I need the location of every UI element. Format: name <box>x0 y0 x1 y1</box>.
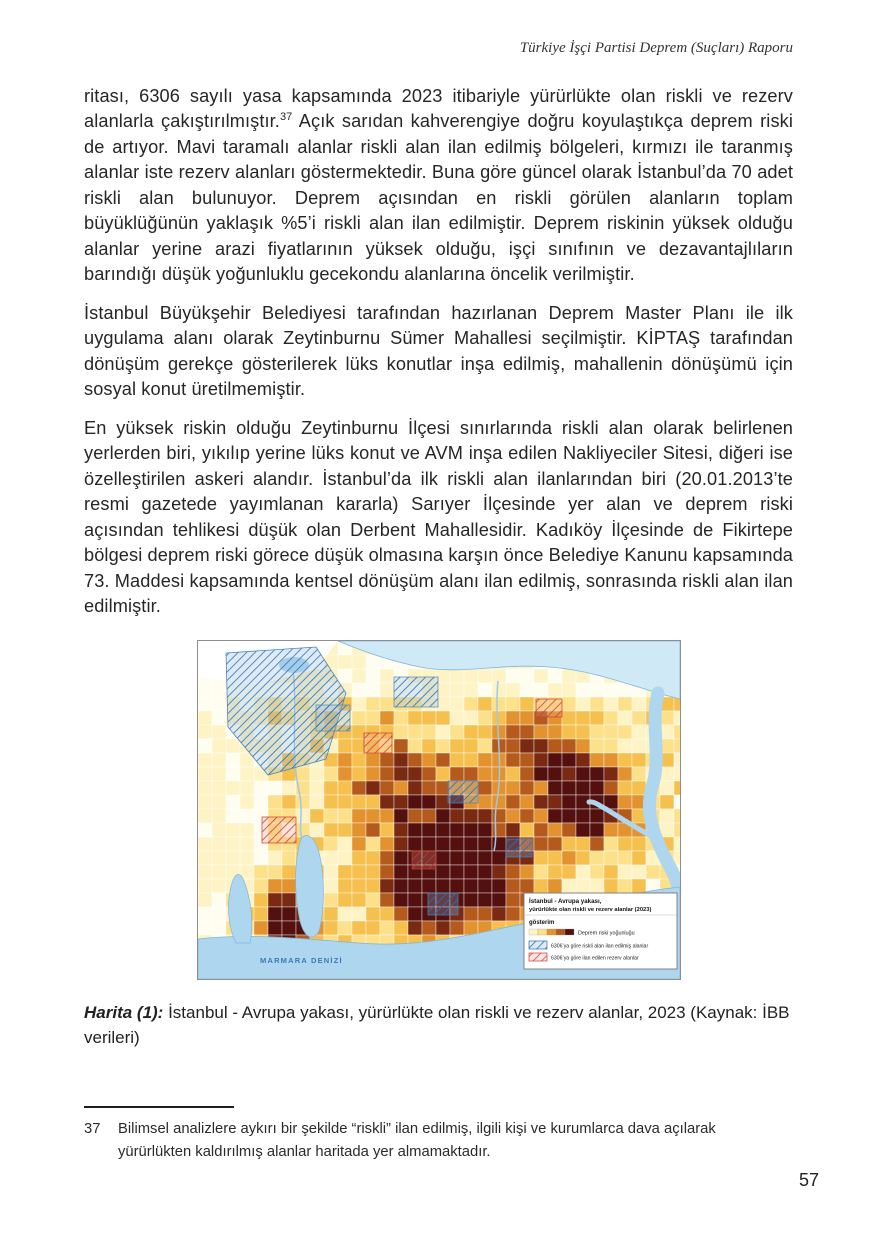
footnote-text: Bilimsel analizlere aykırı bir şekilde “riskli” ilan edilmiş, ilgili kişi ve kurumlarca dava açılarak yürürlükten kaldırılmış alanlar haritada yer almamaktadır. <box>118 1121 716 1160</box>
footnote-separator <box>84 1106 234 1108</box>
map-caption-label: Harita (1): <box>84 1002 164 1022</box>
map-caption-text: İstanbul - Avrupa yakası, yürürlükte olan riskli ve rezerv alanlar, 2023 (Kaynak: İBB verileri) <box>84 1002 790 1048</box>
footnote-ref-37: 37 <box>279 111 293 124</box>
paragraph-2: İstanbul Büyükşehir Belediyesi tarafından hazırlanan Deprem Master Planı ile ilk uygulama alanı olarak Zeytinburnu Sümer Mahallesi seçilmiştir. KİPTAŞ tarafından dönüşüm gerekçe gösterilerek lüks konutlar inşa edilmiş, mahallenin dönüşümü için sosyal konut üretilmemiştir. <box>84 302 793 400</box>
paragraph-1-continued: Açık sarıdan kahverengiye doğru koyulaştıkça deprem riski de artıyor. Mavi taramalı alanlar riskli alan ilan edilmiş bölgeleri, kırmızı ile taranmış alanlar iste rezerv alanları göstermektedir. Buna göre güncel olarak İstanbul’da 70 adet riskli alan bulunuyor. Deprem açısından en riskli görülen alanların toplam büyüklüğünün yaklaşık %5’i riskli alan ilan edilmiştir. Deprem riskinin yüksek olduğu alanlar yerine arazi fiyatlarının yüksek olduğu, işçi sınıfının ve dezavantajlıların barındığı düşük yoğunluklu gecekondu alanlarına öncelik verilmiştir. <box>84 111 793 285</box>
risk-map-svg <box>198 641 680 979</box>
marmara-sea-label: MARMARA DENİZİ <box>259 955 343 965</box>
risk-map <box>197 640 681 980</box>
legend-rezerv-label: 6306’ya göre ilan edilen rezerv alanlar <box>550 955 639 962</box>
paragraph-3: En yüksek riskin olduğu Zeytinburnu İlçesi sınırlarında riskli alan olarak belirlenen yerlerden biri, yıkılıp yerine lüks konut ve AVM inşa edilen Nakliyeciler Sitesi, diğeri ise özelleştirilen askeri alandır. İstanbul’da ilk riskli alan ilanlarından biri (20.01.2013’te resmi gazetede yayımlanan kararla) Sarıyer İlçesinde yer alan ve deprem riski açısından tehlikesi düşük olan Derbent Mahallesidir. Kadıköy İlçesinde de Fikirtepe bölgesi deprem riski görece düşük olmasına karşın önce Belediye Kanunu kapsamında 73. Maddesi kapsamında kentsel dönüşüm alanı ilan edilmiş, sonrasında riskli alan ilan edilmiştir. <box>84 417 793 617</box>
legend-density-label: Deprem riski yoğunluğu <box>577 930 635 937</box>
running-header: Türkiye İşçi Partisi Deprem (Suçları) Raporu <box>519 40 793 56</box>
paragraph-1-text: ritası, 6306 sayılı yasa kapsamında 2023 itibariyle yürürlükte olan riskli ve rezerv alanlarla çakıştırılmıştır. <box>84 86 793 132</box>
footnote-block <box>84 1106 793 1164</box>
legend-riskli-label: 6306’ya göre riskli alan ilan edilmiş alanlar <box>550 943 648 950</box>
page-content <box>84 84 793 1051</box>
map-legend <box>524 893 677 969</box>
legend-heading: gösterim <box>528 919 554 926</box>
footnote-number: 37 <box>84 1121 101 1137</box>
legend-title-line1: İstanbul - Avrupa yakası, <box>528 897 601 905</box>
legend-density-swatches <box>529 929 574 935</box>
paragraph-1 <box>84 84 793 288</box>
page-number: 57 <box>798 1170 819 1190</box>
footnote-37 <box>84 1118 793 1164</box>
legend-riskli-swatch <box>529 941 547 949</box>
legend-title-line2: yürürlükte olan riskli ve rezerv alanlar (2023) <box>528 906 651 913</box>
map-caption <box>84 1000 793 1051</box>
legend-rezerv-swatch <box>529 953 547 961</box>
